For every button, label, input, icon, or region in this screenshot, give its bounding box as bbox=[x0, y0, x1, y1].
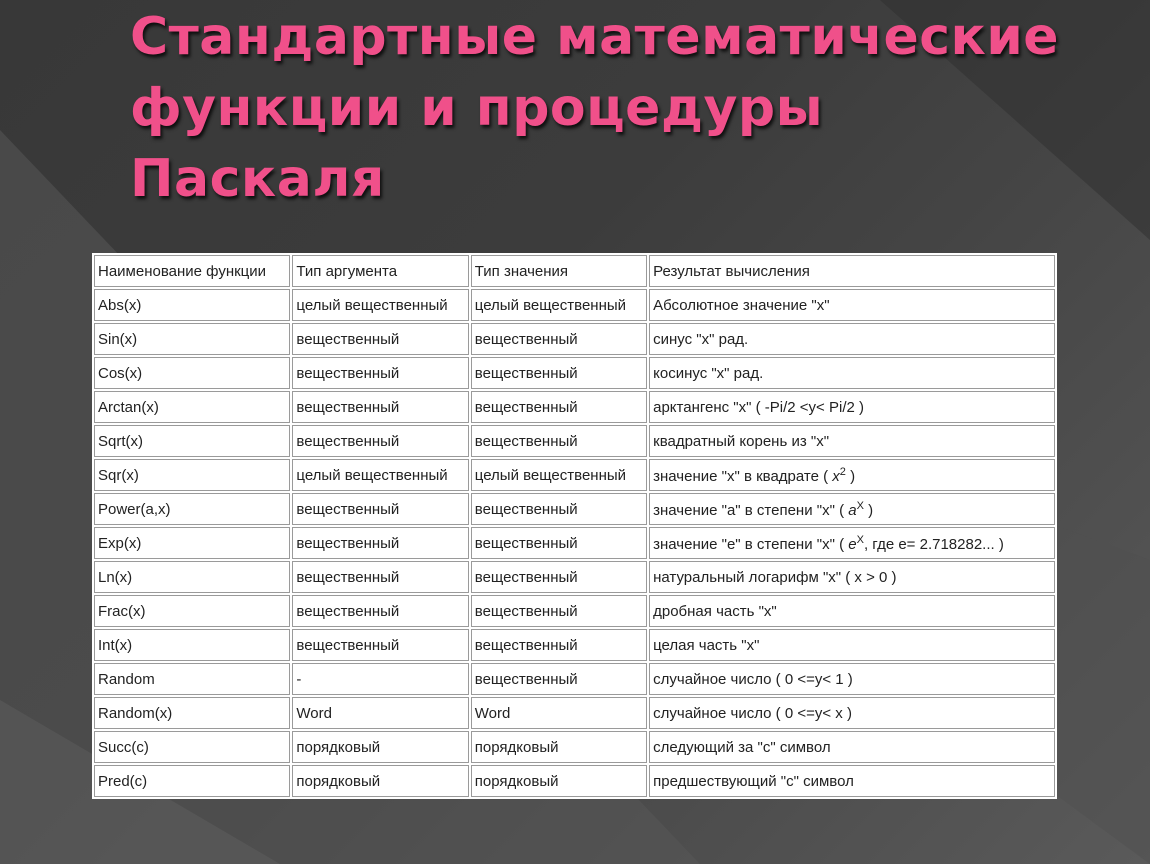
table-cell: вещественный bbox=[471, 425, 647, 457]
table-row bbox=[94, 357, 1055, 389]
table-cell: натуральный логарифм "х" ( х > 0 ) bbox=[649, 561, 1055, 593]
table-cell: Word bbox=[471, 697, 647, 729]
sup-post: ) bbox=[845, 467, 856, 485]
sup-base: e bbox=[848, 535, 857, 553]
sup-pre: значение "е" в степени "x" ( bbox=[653, 535, 849, 553]
table-cell: вещественный bbox=[471, 629, 647, 661]
table-row bbox=[94, 425, 1055, 457]
table-cell: Word bbox=[292, 697, 468, 729]
slide-title: Стандартные математические функции и процедуры Паскаля bbox=[130, 7, 1060, 209]
table-cell: вещественный bbox=[292, 493, 468, 525]
table-cell: вещественный bbox=[292, 595, 468, 627]
table-cell: Power(a,x) bbox=[94, 493, 290, 525]
table-cell: вещественный bbox=[471, 391, 647, 423]
table-cell: Sqr(x) bbox=[94, 459, 290, 491]
table-cell: Sqrt(x) bbox=[94, 425, 290, 457]
table-row bbox=[94, 391, 1055, 423]
table-cell: вещественный bbox=[292, 629, 468, 661]
table-cell: целая часть "х" bbox=[649, 629, 1055, 661]
table-cell: квадратный корень из "x" bbox=[649, 425, 1055, 457]
table-cell: порядковый bbox=[471, 731, 647, 763]
table-cell: вещественный bbox=[292, 561, 468, 593]
table-cell: арктангенс "x" ( -Pi/2 <y< Pi/2 ) bbox=[649, 391, 1055, 423]
table-cell: вещественный bbox=[471, 323, 647, 355]
table-cell: дробная часть "х" bbox=[649, 595, 1055, 627]
table-cell: Random(x) bbox=[94, 697, 290, 729]
table-row bbox=[94, 561, 1055, 593]
table-cell: целый вещественный bbox=[292, 289, 468, 321]
table-cell: Succ(c) bbox=[94, 731, 290, 763]
table-header-row bbox=[94, 255, 1055, 287]
functions-table bbox=[92, 253, 1057, 799]
table-cell: вещественный bbox=[471, 561, 647, 593]
table-row bbox=[94, 697, 1055, 729]
sup-base: a bbox=[848, 501, 857, 519]
sup-base: x bbox=[832, 467, 840, 485]
table-cell: Sin(x) bbox=[94, 323, 290, 355]
table-cell: Cos(x) bbox=[94, 357, 290, 389]
table-cell: предшествующий "с" символ bbox=[649, 765, 1055, 797]
table-cell: целый вещественный bbox=[471, 289, 647, 321]
table-cell: целый вещественный bbox=[471, 459, 647, 491]
table-cell: Frac(x) bbox=[94, 595, 290, 627]
table-cell: вещественный bbox=[292, 357, 468, 389]
table-cell bbox=[649, 459, 1055, 491]
sup-pre: значение "a" в степени "x" ( bbox=[653, 501, 849, 519]
table-row bbox=[94, 459, 1055, 491]
functions-table-container bbox=[92, 253, 1057, 796]
table-cell: порядковый bbox=[292, 765, 468, 797]
table-cell: порядковый bbox=[471, 765, 647, 797]
table-row bbox=[94, 731, 1055, 763]
table-cell: вещественный bbox=[471, 527, 647, 559]
table-row bbox=[94, 289, 1055, 321]
table-cell: вещественный bbox=[292, 391, 468, 423]
header-cell: Результат вычисления bbox=[649, 255, 1055, 287]
header-cell: Тип значения bbox=[471, 255, 647, 287]
table-row bbox=[94, 595, 1055, 627]
table-cell: Arctan(x) bbox=[94, 391, 290, 423]
table-cell: Random bbox=[94, 663, 290, 695]
table-cell: следующий за "с" символ bbox=[649, 731, 1055, 763]
sup-pre: значение "x" в квадрате ( bbox=[653, 467, 833, 485]
table-cell: Абсолютное значение "x" bbox=[649, 289, 1055, 321]
sup-post: , где e= 2.718282... ) bbox=[863, 535, 1004, 553]
table-row bbox=[94, 323, 1055, 355]
table-cell: вещественный bbox=[292, 527, 468, 559]
table-cell: случайное число ( 0 <=y< 1 ) bbox=[649, 663, 1055, 695]
table-row bbox=[94, 493, 1055, 525]
table-cell: вещественный bbox=[471, 663, 647, 695]
table-row bbox=[94, 765, 1055, 797]
table-cell: вещественный bbox=[471, 493, 647, 525]
table-row bbox=[94, 527, 1055, 559]
table-cell: порядковый bbox=[292, 731, 468, 763]
header-cell: Наименование функции bbox=[94, 255, 290, 287]
table-cell: Abs(x) bbox=[94, 289, 290, 321]
table-cell bbox=[649, 527, 1055, 559]
table-cell: Int(x) bbox=[94, 629, 290, 661]
table-cell: целый вещественный bbox=[292, 459, 468, 491]
sup-exponent: X bbox=[856, 499, 864, 512]
sup-exponent: X bbox=[856, 533, 864, 546]
table-cell: вещественный bbox=[292, 323, 468, 355]
header-cell: Тип аргумента bbox=[292, 255, 468, 287]
table-cell: вещественный bbox=[471, 357, 647, 389]
table-cell: Exp(x) bbox=[94, 527, 290, 559]
table-cell: Pred(c) bbox=[94, 765, 290, 797]
sup-post: ) bbox=[863, 501, 874, 519]
table-row bbox=[94, 629, 1055, 661]
table-cell: Ln(x) bbox=[94, 561, 290, 593]
table-cell: синус "x" рад. bbox=[649, 323, 1055, 355]
table-cell: случайное число ( 0 <=y< x ) bbox=[649, 697, 1055, 729]
table-cell: вещественный bbox=[292, 425, 468, 457]
table-cell bbox=[649, 493, 1055, 525]
table-cell: косинус "x" рад. bbox=[649, 357, 1055, 389]
table-cell: вещественный bbox=[471, 595, 647, 627]
sup-exponent: 2 bbox=[839, 465, 846, 478]
table-row bbox=[94, 663, 1055, 695]
table-cell: - bbox=[292, 663, 468, 695]
